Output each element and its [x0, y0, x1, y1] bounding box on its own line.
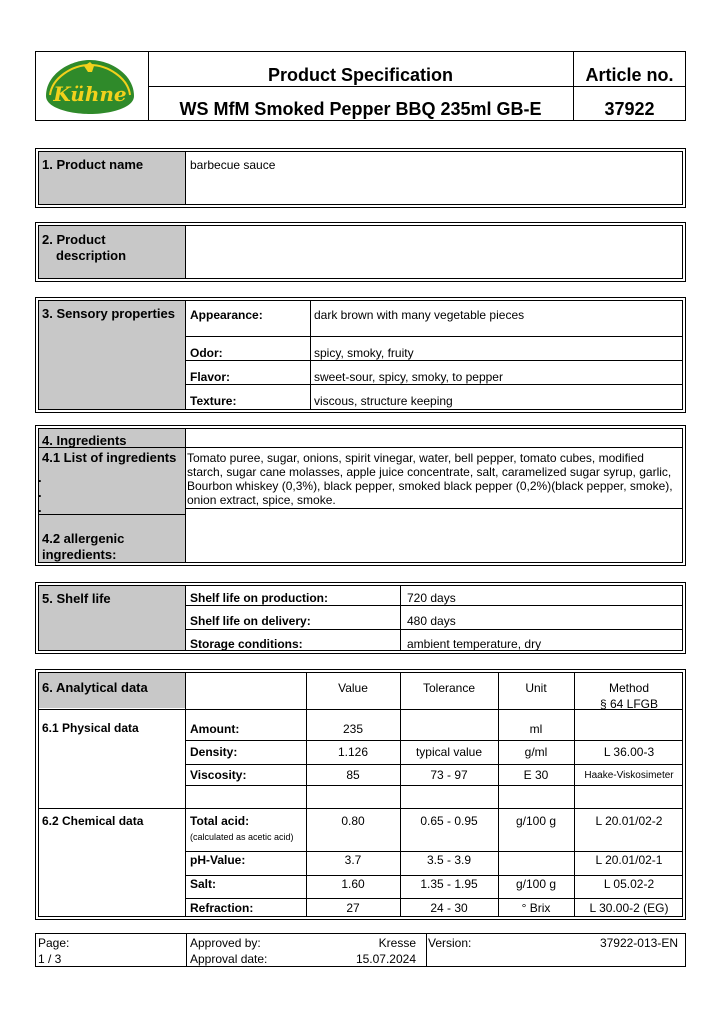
ingredients-line-2: starch, sugar cane molasses, apple juice concentrate, salt, caramelized sugar syrup, garlic,	[187, 465, 672, 479]
col-value-header: Value	[338, 681, 368, 695]
ingredients-dot-2: .	[38, 485, 42, 500]
sensory-appearance-value: dark brown with many vegetable pieces	[314, 308, 525, 322]
amount-value: 235	[342, 722, 364, 736]
shelf-life-heading: 5. Shelf life	[42, 591, 111, 606]
ingredients-list-heading: 4.1 List of ingredients	[42, 450, 177, 465]
ph-method: L 20.01/02-1	[595, 853, 663, 867]
ingredients-line-1: Tomato puree, sugar, onions, spirit vinegar, water, bell pepper, tomato cubes, modified	[187, 451, 644, 465]
salt-tolerance: 1.35 - 1.95	[420, 877, 478, 891]
version-label: Version:	[428, 936, 472, 950]
sensory-odor-label: Odor:	[190, 346, 223, 360]
sensory-odor-value: spicy, smoky, fruity	[314, 346, 414, 360]
product-title: WS MfM Smoked Pepper BBQ 235ml GB-E	[179, 99, 542, 119]
viscosity-method: Haake-Viskosimeter	[584, 770, 674, 781]
amount-label: Amount:	[190, 722, 240, 736]
total-acid-tolerance: 0.65 - 0.95	[420, 814, 478, 828]
col-unit-header: Unit	[525, 681, 547, 695]
approval-date-value: 15.07.2024	[355, 952, 416, 966]
ingredients-dot-3: .	[38, 500, 42, 515]
product-name-value: barbecue sauce	[190, 158, 276, 172]
sensory-texture-label: Texture:	[190, 394, 237, 408]
ingredients-line-3: Bourbon whiskey (0,3%), black pepper, smoked black pepper (0,2%)(black pepper, smoke),	[187, 479, 673, 493]
approval-date-label: Approval date:	[190, 952, 268, 966]
density-label: Density:	[190, 745, 238, 759]
viscosity-label: Viscosity:	[190, 768, 247, 782]
ph-label: pH-Value:	[190, 853, 246, 867]
shelf-production-label: Shelf life on production:	[190, 591, 328, 605]
storage-label: Storage conditions:	[190, 637, 303, 651]
total-acid-note: (calculated as acetic acid)	[190, 832, 294, 842]
storage-value: ambient temperature, dry	[407, 637, 542, 651]
allergen-heading-1: 4.2 allergenic	[42, 531, 125, 546]
shelf-production-value: 720 days	[407, 591, 456, 605]
density-tolerance: typical value	[415, 745, 483, 759]
logo-text: Kühne	[53, 82, 127, 106]
refraction-value: 27	[346, 901, 360, 915]
col-tolerance-header: Tolerance	[422, 681, 476, 695]
section-ingredients	[35, 425, 686, 566]
salt-method: L 05.02-2	[603, 877, 655, 891]
total-acid-value: 0.80	[341, 814, 365, 828]
version-value: 37922-013-EN	[599, 936, 678, 950]
sensory-flavor-label: Flavor:	[190, 370, 231, 384]
section-product-description	[35, 222, 686, 282]
approved-by-label: Approved by:	[190, 936, 261, 950]
density-unit: g/ml	[524, 745, 548, 759]
article-number: 37922	[604, 99, 655, 119]
article-label: Article no.	[585, 65, 674, 85]
product-description-heading-2: description	[56, 248, 127, 263]
ph-value: 3.7	[344, 853, 362, 867]
refraction-label: Refraction:	[190, 901, 254, 915]
refraction-method: L 30.00-2 (EG)	[589, 901, 669, 915]
salt-label: Salt:	[190, 877, 217, 891]
sensory-heading: 3. Sensory properties	[42, 306, 175, 321]
viscosity-unit: E 30	[523, 768, 549, 782]
refraction-tolerance: 24 - 30	[430, 901, 468, 915]
ingredients-heading: 4. Ingredients	[42, 433, 127, 448]
viscosity-tolerance: 73 - 97	[430, 768, 468, 782]
refraction-unit: ° Brix	[521, 901, 551, 915]
chemical-data-heading: 6.2 Chemical data	[42, 814, 144, 828]
product-description-heading-1: 2. Product	[42, 232, 106, 247]
density-method: L 36.00-3	[603, 745, 655, 759]
viscosity-value: 85	[346, 768, 360, 782]
doc-title: Product Specification	[267, 65, 454, 85]
total-acid-unit: g/100 g	[515, 814, 557, 828]
product-name-heading: 1. Product name	[42, 157, 144, 172]
allergen-heading-2: ingredients:	[42, 547, 117, 562]
physical-data-heading: 6.1 Physical data	[42, 721, 139, 735]
amount-unit: ml	[529, 722, 543, 736]
shelf-delivery-label: Shelf life on delivery:	[190, 614, 311, 628]
section-shelf-life	[35, 582, 686, 654]
kuehne-logo	[40, 56, 140, 118]
ph-tolerance: 3.5 - 3.9	[426, 853, 472, 867]
analytical-heading: 6. Analytical data	[42, 680, 148, 695]
total-acid-method: L 20.01/02-2	[595, 814, 663, 828]
sensory-texture-value: viscous, structure keeping	[314, 394, 453, 408]
col-method-header-1: Method	[608, 681, 650, 695]
density-value: 1.126	[337, 745, 369, 759]
approved-by-value: Kresse	[378, 936, 416, 950]
ingredients-line-4: onion extract, spice, smoke.	[187, 493, 336, 507]
shelf-delivery-value: 480 days	[407, 614, 456, 628]
salt-value: 1.60	[341, 877, 365, 891]
col-method-header-2: § 64 LFGB	[599, 697, 659, 711]
sensory-appearance-label: Appearance:	[190, 308, 263, 322]
ingredients-dot-1: .	[38, 470, 42, 485]
total-acid-label: Total acid:	[190, 814, 250, 828]
page-label: Page:	[38, 936, 70, 950]
salt-unit: g/100 g	[515, 877, 557, 891]
page-value: 1 / 3	[38, 952, 62, 966]
sensory-flavor-value: sweet-sour, spicy, smoky, to pepper	[314, 370, 503, 384]
